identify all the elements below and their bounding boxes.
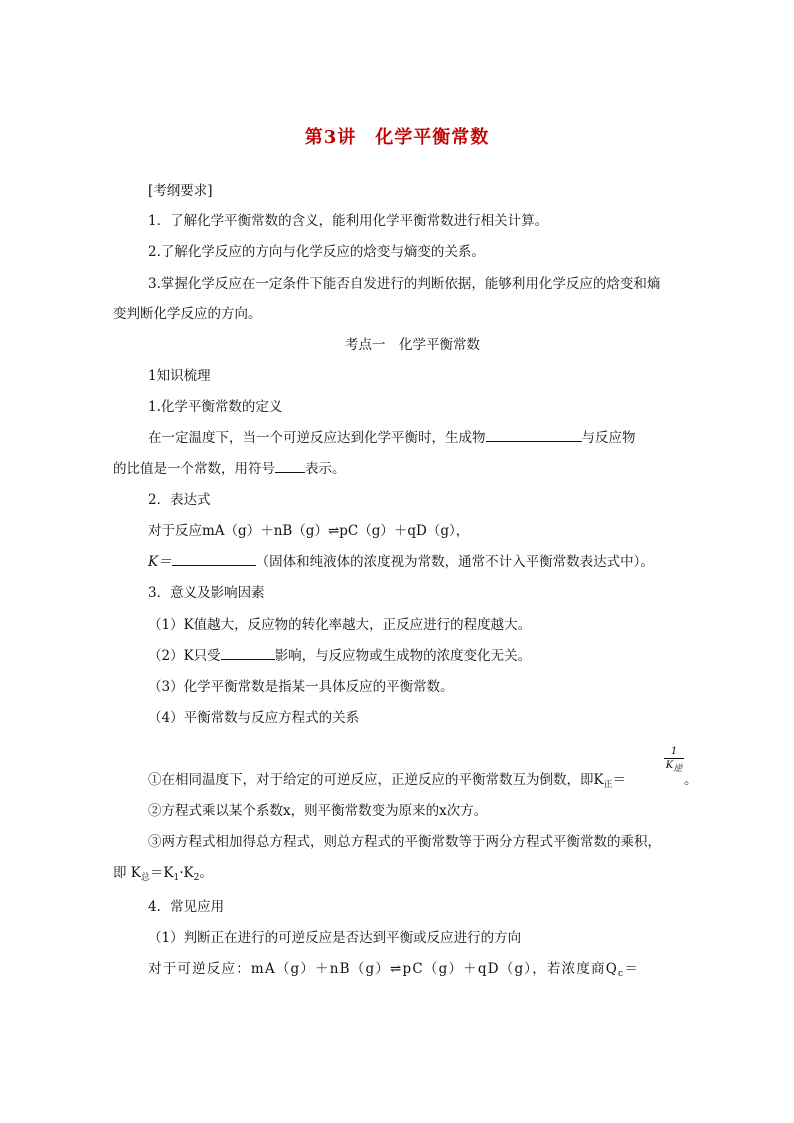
answer-blank[interactable]	[486, 429, 582, 442]
expression-k-line	[148, 553, 654, 571]
definition-line-2	[113, 460, 346, 478]
knowledge-heading: 1知识梳理	[148, 368, 211, 384]
meaning-item-2-a: （2）K只受	[148, 648, 221, 664]
reciprocal-fraction	[664, 745, 684, 776]
rule-1	[148, 771, 626, 794]
requirement-3: 3.掌握化学反应在一定条件下能否自发进行的判断依据，能够利用化学反应的焓变和熵	[148, 276, 661, 292]
rule-1-sub: 正	[603, 780, 613, 790]
definition-text-a: 在一定温度下，当一个可逆反应达到化学平衡时，生成物	[148, 430, 486, 446]
meaning-heading: 3．意义及影响因素	[148, 585, 265, 601]
definition-line-1	[148, 429, 636, 447]
meaning-item-1: （1）K值越大，反应物的转化率越大，正反应进行的程度越大。	[148, 617, 532, 633]
rule-1-eq: ＝	[612, 772, 627, 788]
meaning-item-4: （4）平衡常数与反应方程式的关系	[148, 710, 360, 726]
rule-1-end: 。	[684, 772, 698, 788]
requirement-3-cont: 变判断化学反应的方向。	[113, 306, 262, 322]
answer-blank[interactable]	[275, 460, 305, 473]
rule-3-line-2: 即 $K_总=K_1\cdot K_2$。	[113, 865, 213, 883]
application-heading: 4．常见应用	[148, 899, 225, 915]
fraction-denominator: K逆	[665, 760, 683, 774]
definition-text-d: 表示。	[305, 461, 346, 477]
application-item-1: （1）判断正在进行的可逆反应是否达到平衡或反应进行的方向	[148, 930, 522, 946]
expression-heading: 2．表达式	[148, 492, 211, 508]
k-label: K＝	[148, 554, 172, 570]
k-note: （固体和纯液体的浓度视为常数，通常不计入平衡常数表达式中）。	[255, 554, 654, 570]
definition-text-c: 的比值是一个常数，用符号	[113, 461, 275, 477]
requirements-heading: [考纲要求]	[148, 183, 213, 199]
answer-blank[interactable]	[221, 647, 275, 660]
fraction-numerator: 1	[664, 745, 684, 759]
definition-text-b: 与反应物	[581, 430, 636, 446]
requirement-2: 2.了解化学反应的方向与化学反应的焓变与熵变的关系。	[148, 244, 485, 260]
rule-2: ②方程式乘以某个系数x，则平衡常数变为原来的x次方。	[148, 803, 488, 819]
requirement-1: 1．了解化学平衡常数的含义，能利用化学平衡常数进行相关计算。	[148, 213, 549, 229]
section-title: 考点一 化学平衡常数	[345, 337, 480, 353]
page-title: 第3讲 化学平衡常数	[304, 127, 490, 148]
rule-3-line-1: ③两方程式相加得总方程式，则总方程式的平衡常数等于两分方程式平衡常数的乘积，	[148, 834, 661, 850]
meaning-item-3: （3）化学平衡常数是指某一具体反应的平衡常数。	[148, 679, 454, 695]
rule-1-text: ①在相同温度下，对于给定的可逆反应，正逆反应的平衡常数互为倒数，即K	[148, 772, 604, 788]
application-line: 对于可逆反应：mA（g）＋nB（g）⇌pC（g）＋qD（g），若浓度商$Q_c=$	[148, 961, 639, 979]
expression-reaction: 对于反应mA（g）＋nB（g）⇌pC（g）＋qD（g），	[148, 523, 470, 539]
definition-heading: 1.化学平衡常数的定义	[148, 399, 283, 415]
answer-blank[interactable]	[172, 553, 256, 566]
meaning-item-2	[148, 647, 531, 665]
meaning-item-2-b: 影响，与反应物或生成物的浓度变化无关。	[274, 648, 532, 664]
